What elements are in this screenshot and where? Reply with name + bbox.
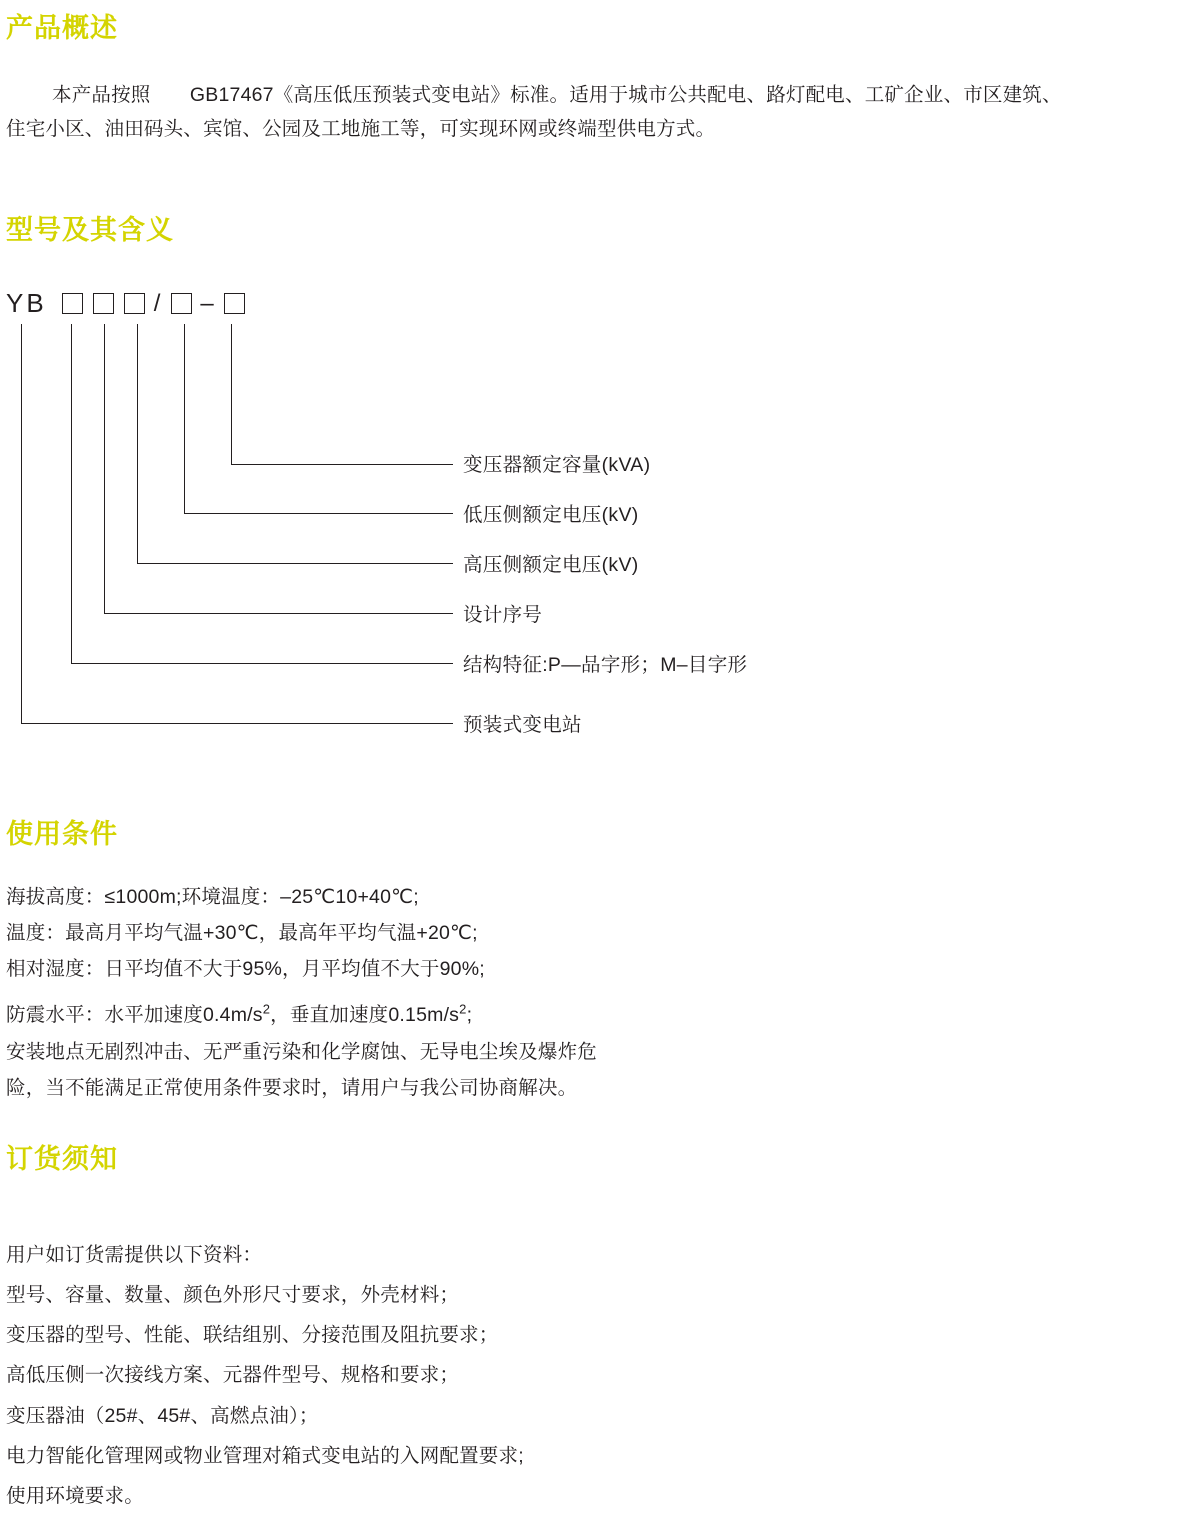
leader-run-5 <box>71 663 453 664</box>
leader-stem-2 <box>184 324 185 514</box>
leader-stem-4 <box>104 324 105 614</box>
model-code-prefix: YB <box>6 288 47 318</box>
leader-run-4 <box>104 613 453 614</box>
order-line-2: 型号、容量、数量、颜色外形尺寸要求，外壳材料； <box>6 1284 460 1307</box>
usage-shock-sup-1: 2 <box>262 1001 271 1017</box>
leader-stem-6 <box>21 324 22 724</box>
leader-stem-5 <box>71 324 72 664</box>
order-body <box>6 1238 1186 1519</box>
leader-label-3: 高压侧额定电压(kV) <box>463 554 639 576</box>
leader-label-4: 设计序号 <box>463 604 543 626</box>
leader-label-1: 变压器额定容量(kVA) <box>463 454 651 476</box>
model-code-box-4 <box>171 293 192 314</box>
section-title-order: 订货须知 <box>6 1144 118 1174</box>
order-line-3: 变压器的型号、性能、联结组别、分接范围及阻抗要求； <box>6 1324 499 1347</box>
usage-shock-mid: ，垂直加速度0.15m/s <box>270 1004 460 1027</box>
overview-paragraph-1: 本产品按照 GB17467《高压低压预装式变电站》标准。适用于城市公共配电、路灯配电、工矿企业、市区建筑、 <box>52 84 1062 106</box>
usage-line-3: 相对湿度：日平均值不大于95%，月平均值不大于90%; <box>6 958 485 981</box>
leader-run-1 <box>231 464 453 465</box>
model-code-box-1 <box>62 293 83 314</box>
leader-label-2: 低压侧额定电压(kV) <box>463 504 639 526</box>
model-code-box-5 <box>224 293 245 314</box>
leader-run-6 <box>21 723 453 724</box>
usage-line-1: 海拔高度：≤1000m;环境温度：–25℃10+40℃; <box>6 886 419 908</box>
order-line-7: 使用环境要求。 <box>6 1484 144 1507</box>
usage-line-2: 温度：最高月平均气温+30℃，最高年平均气温+20℃; <box>6 922 478 945</box>
model-code-slash: / <box>153 289 163 317</box>
overview-paragraph-2: 住宅小区、油田码头、宾馆、公园及工地施工等，可实现环网或终端型供电方式。 <box>6 118 716 141</box>
usage-line-4 <box>6 998 1186 1032</box>
usage-line-5: 安装地点无剧烈冲击、无严重污染和化学腐蚀、无导电尘埃及爆炸危 <box>6 1040 598 1063</box>
section-title-usage: 使用条件 <box>6 819 118 849</box>
order-line-6: 电力智能化管理网或物业管理对箱式变电站的入网配置要求; <box>6 1444 524 1467</box>
order-line-4: 高低压侧一次接线方案、元器件型号、规格和要求； <box>6 1364 460 1387</box>
usage-shock-end: ; <box>466 1004 473 1027</box>
usage-shock-sup-2: 2 <box>459 1001 467 1017</box>
overview-body <box>6 78 1196 146</box>
leader-label-6: 预装式变电站 <box>463 714 582 736</box>
model-code-box-2 <box>93 293 114 314</box>
usage-body <box>6 880 1186 1107</box>
leader-stem-3 <box>137 324 138 564</box>
section-title-overview: 产品概述 <box>6 13 118 43</box>
section-title-model: 型号及其含义 <box>6 215 174 245</box>
model-code-box-3 <box>124 293 145 314</box>
model-code-dash: – <box>200 289 216 317</box>
model-code-row <box>6 288 250 319</box>
leader-label-5: 结构特征:P—品字形；M–目字形 <box>463 654 748 676</box>
order-line-5: 变压器油（25#、45#、高燃点油）； <box>6 1404 319 1427</box>
leader-run-3 <box>137 563 453 564</box>
leader-stem-1 <box>231 324 232 465</box>
model-designation-diagram <box>0 280 1200 780</box>
usage-shock-start: 防震水平：水平加速度0.4m/s <box>6 1004 263 1027</box>
usage-line-6: 险，当不能满足正常使用条件要求时，请用户与我公司协商解决。 <box>6 1076 578 1099</box>
leader-run-2 <box>184 513 453 514</box>
order-line-1: 用户如订货需提供以下资料： <box>6 1244 263 1266</box>
